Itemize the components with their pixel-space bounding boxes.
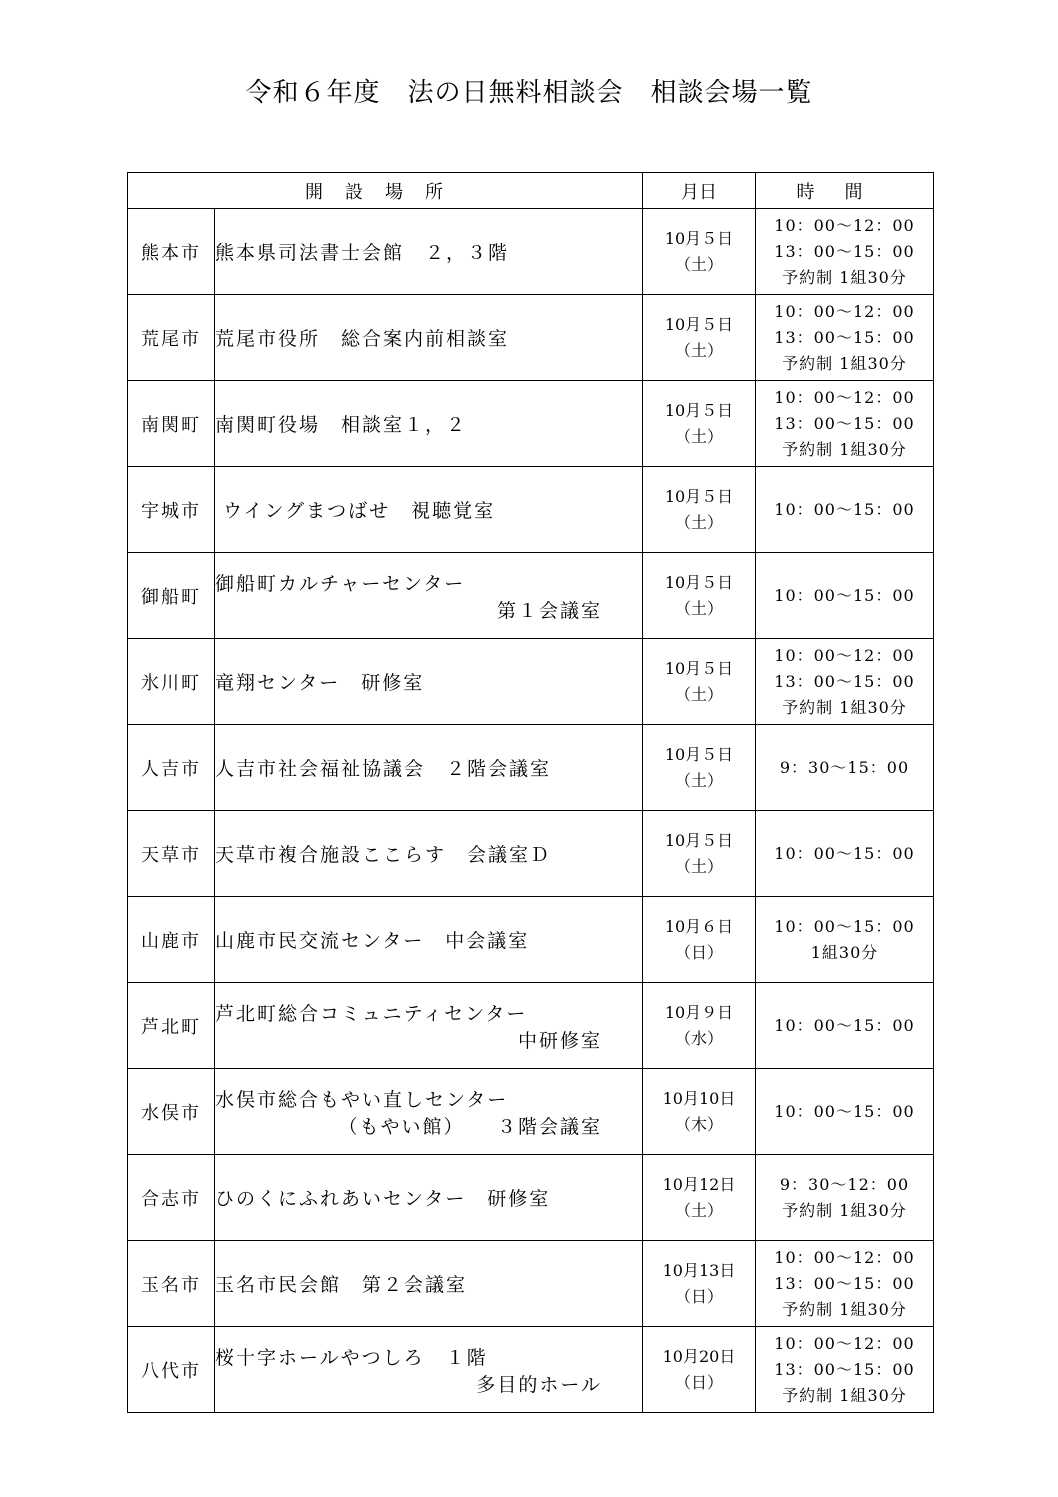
venue-cell — [215, 983, 643, 1069]
time-cell — [756, 639, 934, 725]
venue-line: 桜十字ホールやつしろ １階 — [215, 1346, 488, 1369]
city-cell: 熊本市 — [128, 209, 215, 295]
weekday-text: （土） — [674, 512, 723, 532]
venue-line: ひのくにふれあいセンター 研修室 — [215, 1188, 551, 1210]
time-line: 予約制 1組30分 — [782, 353, 907, 373]
date-text: 10月５日 — [664, 744, 734, 764]
weekday-text: （土） — [674, 426, 723, 446]
date-cell — [643, 1069, 756, 1155]
time-line: 10：00～12：00 — [774, 1333, 915, 1353]
time-line: 13：00～15：00 — [774, 327, 915, 347]
weekday-text: （土） — [674, 598, 723, 618]
city-cell: 水俣市 — [128, 1069, 215, 1155]
city-cell: 宇城市 — [128, 467, 215, 553]
date-text: 10月５日 — [664, 830, 734, 850]
date-cell — [643, 897, 756, 983]
header-date: 月日 — [643, 173, 756, 209]
city-cell: 玉名市 — [128, 1241, 215, 1327]
time-line: 13：00～15：00 — [774, 1273, 915, 1293]
table-row — [128, 1327, 934, 1413]
time-cell — [756, 209, 934, 295]
time-line: 予約制 1組30分 — [782, 1299, 907, 1319]
date-cell — [643, 467, 756, 553]
time-line: 10：00～15：00 — [774, 843, 915, 863]
date-text: 10月５日 — [664, 228, 734, 248]
venue-line: 荒尾市役所 総合案内前相談室 — [215, 328, 510, 350]
city-cell: 氷川町 — [128, 639, 215, 725]
table-row — [128, 1069, 934, 1155]
venue-line: 芦北町総合コミュニティセンター — [215, 1002, 528, 1025]
table-row — [128, 811, 934, 897]
date-cell — [643, 725, 756, 811]
weekday-text: （土） — [674, 770, 723, 790]
date-text: 10月５日 — [664, 658, 734, 678]
time-line: 9：30～12：00 — [779, 1174, 910, 1194]
weekday-text: （土） — [674, 684, 723, 704]
table-row — [128, 467, 934, 553]
time-line: 10：00～15：00 — [774, 1015, 915, 1035]
time-cell — [756, 467, 934, 553]
time-cell — [756, 1327, 934, 1413]
date-cell — [643, 1241, 756, 1327]
time-line: 10：00～12：00 — [774, 645, 915, 665]
time-cell — [756, 381, 934, 467]
date-cell — [643, 983, 756, 1069]
venue-line: 中研修室 — [517, 1029, 602, 1052]
date-text: 10月５日 — [664, 572, 734, 592]
date-cell — [643, 209, 756, 295]
weekday-text: （木） — [674, 1114, 723, 1134]
date-text: 10月５日 — [664, 400, 734, 420]
venue-line: 第１会議室 — [496, 599, 602, 622]
time-cell — [756, 1069, 934, 1155]
venue-line: 竜翔センター 研修室 — [215, 672, 425, 694]
venue-line: 熊本県司法書士会館 ２，３階 — [215, 242, 510, 264]
venue-line: 人吉市社会福祉協議会 ２階会議室 — [215, 758, 552, 780]
venue-line: 多目的ホール — [476, 1373, 602, 1396]
header-time: 時間 — [756, 173, 934, 209]
city-cell: 天草市 — [128, 811, 215, 897]
table-row — [128, 1241, 934, 1327]
venue-cell — [215, 209, 643, 295]
time-line: 予約制 1組30分 — [782, 1200, 907, 1220]
venue-cell — [215, 897, 643, 983]
venue-table — [127, 172, 934, 1413]
time-line: 予約制 1組30分 — [782, 1385, 907, 1405]
page-title: 令和６年度 法の日無料相談会 相談会場一覧 — [245, 78, 813, 108]
header-row — [128, 173, 934, 209]
venue-cell — [215, 1155, 643, 1241]
table-row — [128, 295, 934, 381]
weekday-text: （日） — [674, 1372, 723, 1392]
header-place: 開設場所 — [128, 173, 643, 209]
date-text: 10月９日 — [664, 1002, 734, 1022]
city-cell: 八代市 — [128, 1327, 215, 1413]
time-line: 10：00～12：00 — [774, 387, 915, 407]
venue-line: 玉名市民会館 第２会議室 — [215, 1274, 468, 1296]
city-cell: 合志市 — [128, 1155, 215, 1241]
weekday-text: （土） — [674, 254, 723, 274]
date-cell — [643, 295, 756, 381]
date-text: 10月13日 — [662, 1260, 736, 1280]
venue-cell — [215, 467, 643, 553]
date-text: 10月10日 — [662, 1088, 736, 1108]
venue-line: 御船町カルチャーセンター — [215, 572, 466, 595]
date-cell — [643, 639, 756, 725]
venue-cell — [215, 1241, 643, 1327]
venue-cell — [215, 553, 643, 639]
venue-cell — [215, 639, 643, 725]
time-line: 13：00～15：00 — [774, 413, 915, 433]
table-row — [128, 553, 934, 639]
weekday-text: （土） — [674, 1200, 723, 1220]
time-line: 9：30～15：00 — [779, 757, 910, 777]
table-row — [128, 381, 934, 467]
weekday-text: （土） — [674, 340, 723, 360]
venue-cell — [215, 1327, 643, 1413]
time-cell — [756, 983, 934, 1069]
time-line: 13：00～15：00 — [774, 1359, 915, 1379]
weekday-text: （土） — [674, 856, 723, 876]
time-cell — [756, 725, 934, 811]
time-cell — [756, 295, 934, 381]
time-cell — [756, 553, 934, 639]
venue-cell — [215, 811, 643, 897]
time-line: 10：00～15：00 — [774, 585, 915, 605]
weekday-text: （日） — [674, 1286, 723, 1306]
table-row — [128, 897, 934, 983]
time-line: 13：00～15：00 — [774, 241, 915, 261]
date-text: 10月12日 — [662, 1174, 736, 1194]
table-row — [128, 639, 934, 725]
venue-cell — [215, 295, 643, 381]
venue-line: ウイングまつばせ 視聴覚室 — [215, 500, 496, 522]
venue-line: 水俣市総合もやい直しセンター — [215, 1088, 509, 1111]
date-text: 10月20日 — [662, 1346, 736, 1366]
table-row — [128, 983, 934, 1069]
time-line: 予約制 1組30分 — [782, 267, 907, 287]
date-text: 10月５日 — [664, 486, 734, 506]
venue-line: 南関町役場 相談室１，２ — [215, 414, 468, 436]
time-line: 10：00～12：00 — [774, 215, 915, 235]
time-line: 予約制 1組30分 — [782, 697, 907, 717]
date-cell — [643, 811, 756, 897]
time-line: 10：00～15：00 — [774, 916, 915, 936]
weekday-text: （日） — [674, 942, 723, 962]
venue-cell — [215, 1069, 643, 1155]
venue-line: （もやい館） ３階会議室 — [338, 1115, 602, 1138]
city-cell: 南関町 — [128, 381, 215, 467]
time-cell — [756, 1155, 934, 1241]
time-line: 予約制 1組30分 — [782, 439, 907, 459]
weekday-text: （水） — [674, 1028, 723, 1048]
time-cell — [756, 1241, 934, 1327]
time-cell — [756, 897, 934, 983]
city-cell: 芦北町 — [128, 983, 215, 1069]
date-cell — [643, 1155, 756, 1241]
city-cell: 山鹿市 — [128, 897, 215, 983]
city-cell: 荒尾市 — [128, 295, 215, 381]
time-line: 10：00～15：00 — [774, 499, 915, 519]
time-line: 10：00～12：00 — [774, 301, 915, 321]
time-line: 10：00～15：00 — [774, 1101, 915, 1121]
city-cell: 御船町 — [128, 553, 215, 639]
venue-cell — [215, 725, 643, 811]
table-row — [128, 1155, 934, 1241]
table-row — [128, 725, 934, 811]
venue-cell — [215, 381, 643, 467]
date-cell — [643, 553, 756, 639]
city-cell: 人吉市 — [128, 725, 215, 811]
date-text: 10月５日 — [664, 314, 734, 334]
time-line: 1組30分 — [810, 942, 879, 962]
table-row — [128, 209, 934, 295]
time-cell — [756, 811, 934, 897]
venue-line: 天草市複合施設ここらす 会議室Ｄ — [215, 844, 552, 866]
venue-line: 山鹿市民交流センター 中会議室 — [215, 930, 530, 952]
date-cell — [643, 381, 756, 467]
time-line: 13：00～15：00 — [774, 671, 915, 691]
date-cell — [643, 1327, 756, 1413]
time-line: 10：00～12：00 — [774, 1247, 915, 1267]
date-text: 10月６日 — [664, 916, 734, 936]
